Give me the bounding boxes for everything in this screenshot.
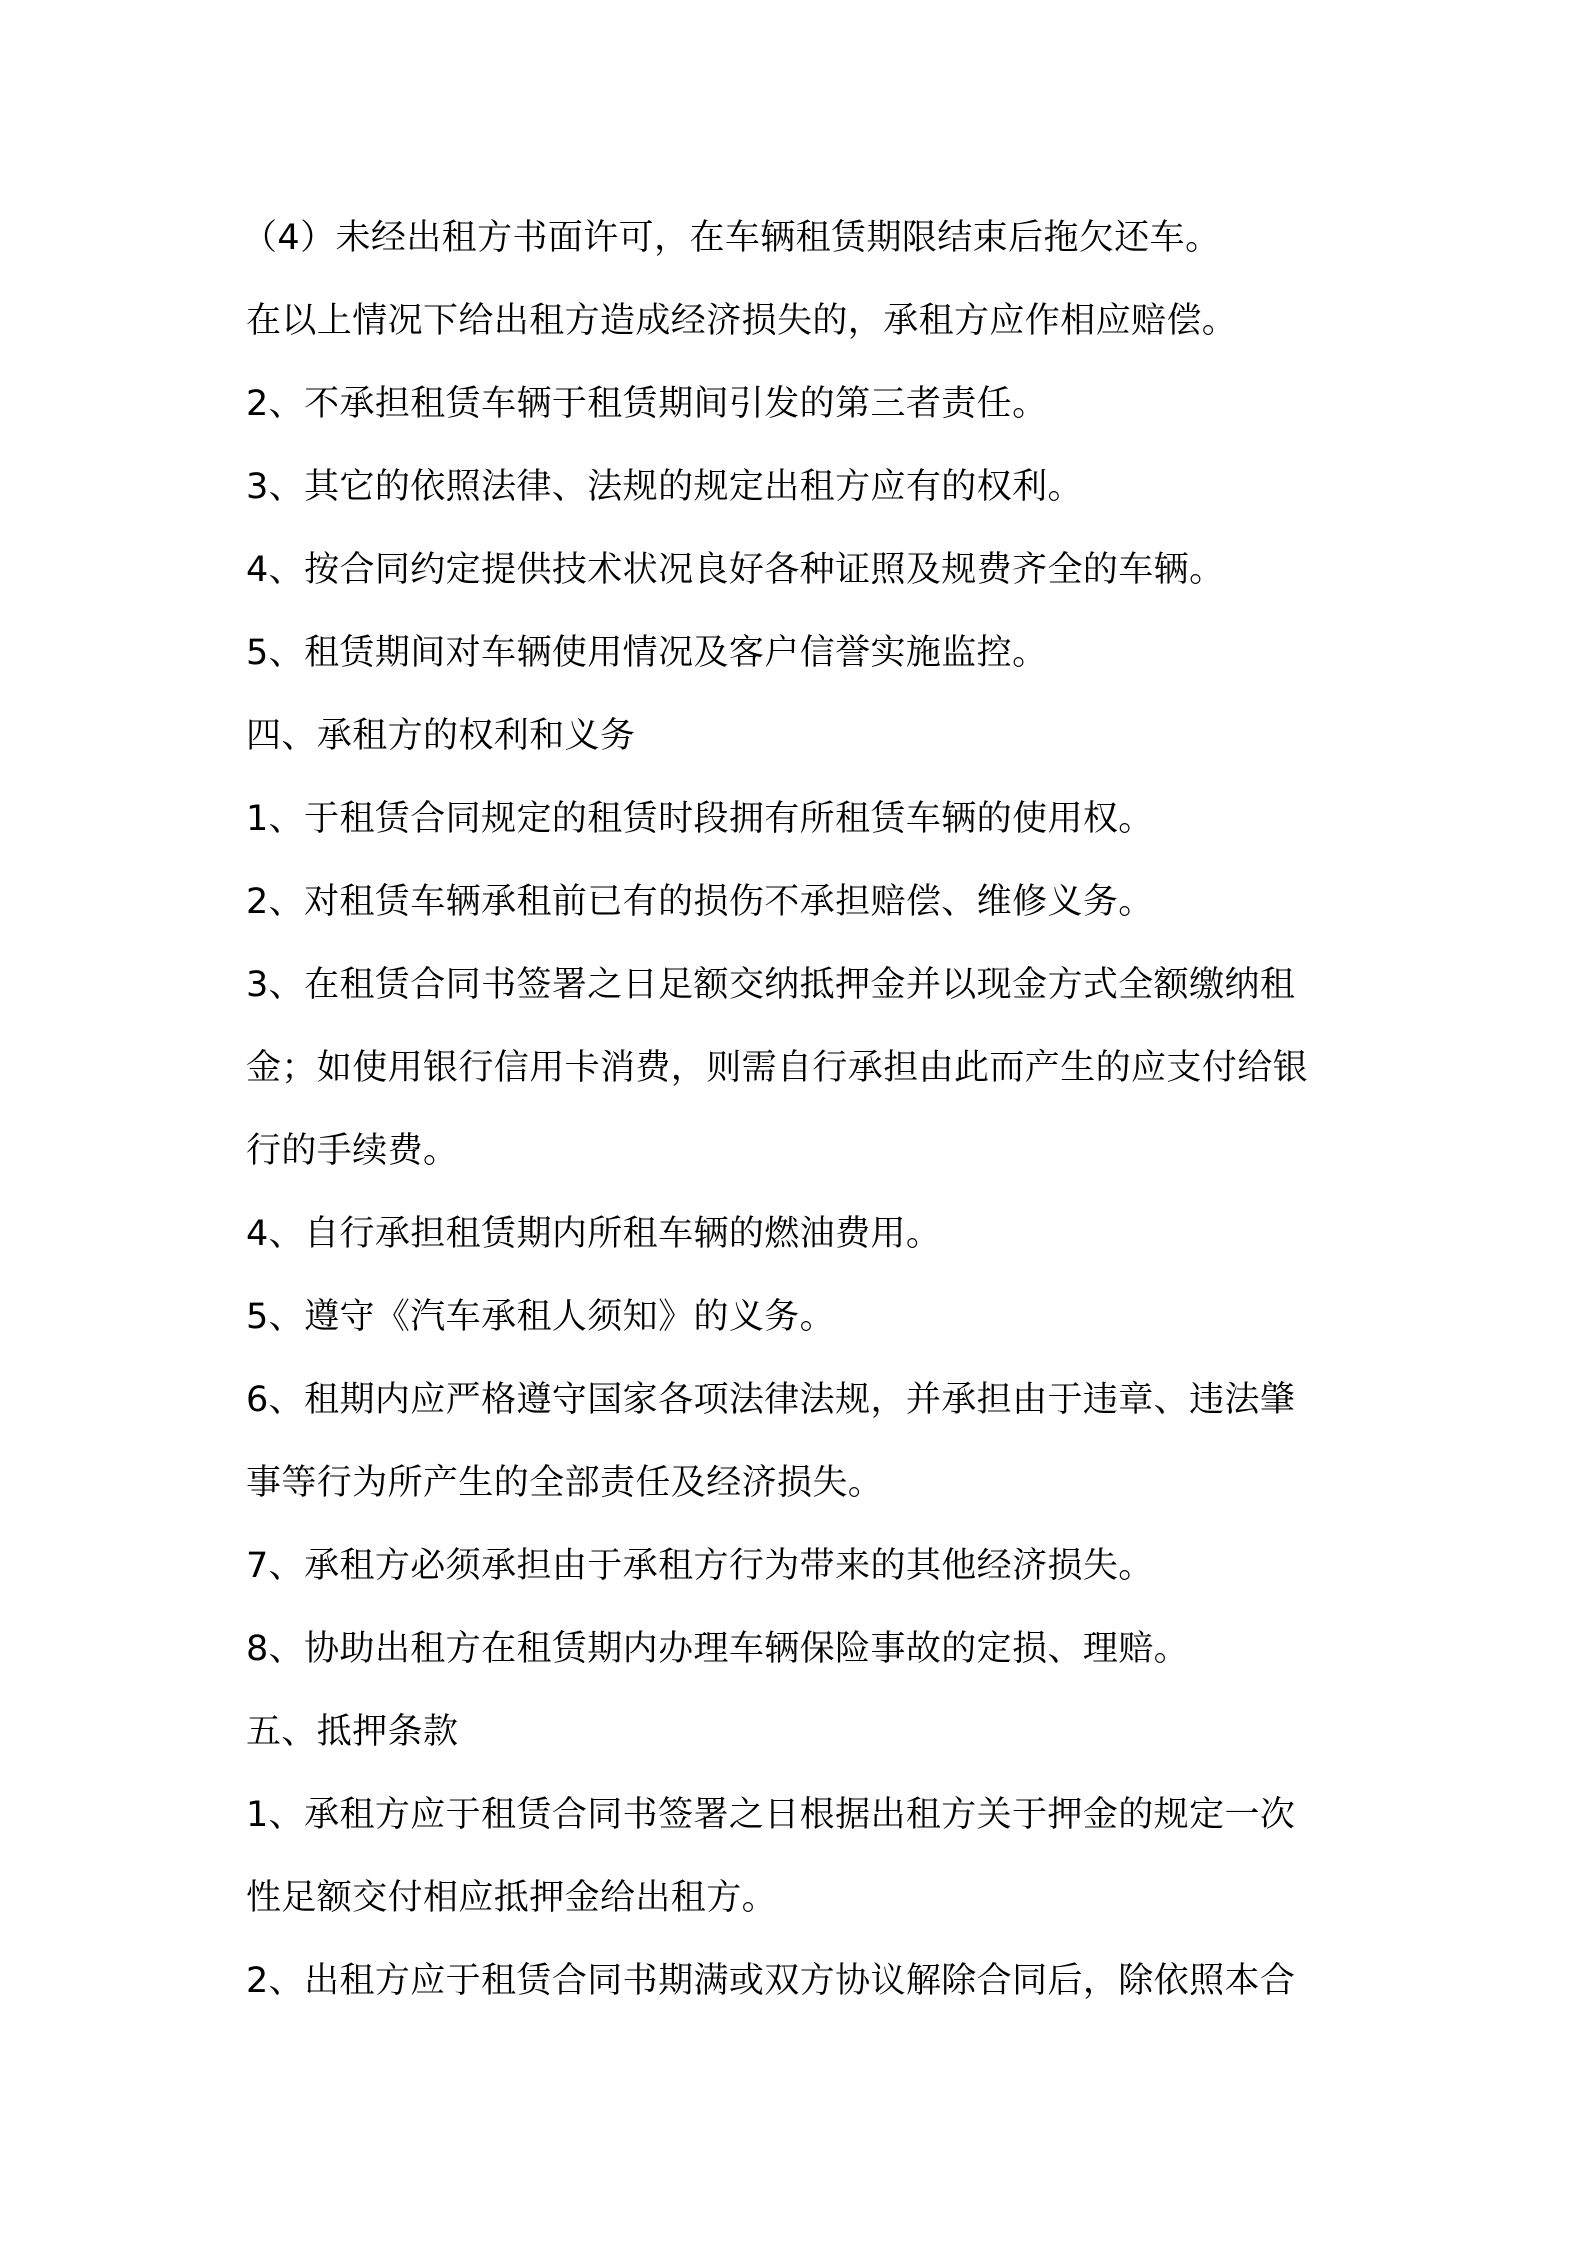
text-line: 5、租赁期间对车辆使用情况及客户信誉实施监控。 <box>246 633 1048 673</box>
document-body <box>242 197 1362 2023</box>
text-line: 3、在租赁合同书签署之日足额交纳抵押金并以现金方式全额缴纳租 <box>246 965 1296 1005</box>
text-line: 性足额交付相应抵押金给出租方。 <box>246 1878 778 1918</box>
text-line: 3、其它的依照法律、法规的规定出租方应有的权利。 <box>246 467 1083 507</box>
text-line: 6、租期内应严格遵守国家各项法律法规，并承担由于违章、违法肇 <box>246 1380 1296 1420</box>
text-line: 2、出租方应于租赁合同书期满或双方协议解除合同后，除依照本合 <box>246 1961 1296 2001</box>
text-line: 8、协助出租方在租赁期内办理车辆保险事故的定损、理赔。 <box>246 1629 1190 1669</box>
text-line: 金；如使用银行信用卡消费，则需自行承担由此而产生的应支付给银 <box>246 1048 1309 1088</box>
text-line: 4、按合同约定提供技术状况良好各种证照及规费齐全的车辆。 <box>246 550 1225 590</box>
text-line: 5、遵守《汽车承租人须知》的义务。 <box>246 1297 836 1337</box>
text-line: 2、不承担租赁车辆于租赁期间引发的第三者责任。 <box>246 384 1048 424</box>
section-heading: 四、承租方的权利和义务 <box>246 716 636 756</box>
section-heading: 五、抵押条款 <box>246 1712 459 1752</box>
text-line: 在以上情况下给出租方造成经济损失的，承租方应作相应赔偿。 <box>246 301 1238 341</box>
text-line: 行的手续费。 <box>246 1131 459 1171</box>
text-line: 事等行为所产生的全部责任及经济损失。 <box>246 1463 884 1503</box>
text-line: 4、自行承担租赁期内所租车辆的燃油费用。 <box>246 1214 942 1254</box>
text-line: （4）未经出租方书面许可，在车辆租赁期限结束后拖欠还车。 <box>242 218 1221 258</box>
text-line: 7、承租方必须承担由于承租方行为带来的其他经济损失。 <box>246 1546 1154 1586</box>
text-line: 1、于租赁合同规定的租赁时段拥有所租赁车辆的使用权。 <box>246 799 1154 839</box>
text-line: 1、承租方应于租赁合同书签署之日根据出租方关于押金的规定一次 <box>246 1795 1296 1835</box>
text-line: 2、对租赁车辆承租前已有的损伤不承担赔偿、维修义务。 <box>246 882 1154 922</box>
